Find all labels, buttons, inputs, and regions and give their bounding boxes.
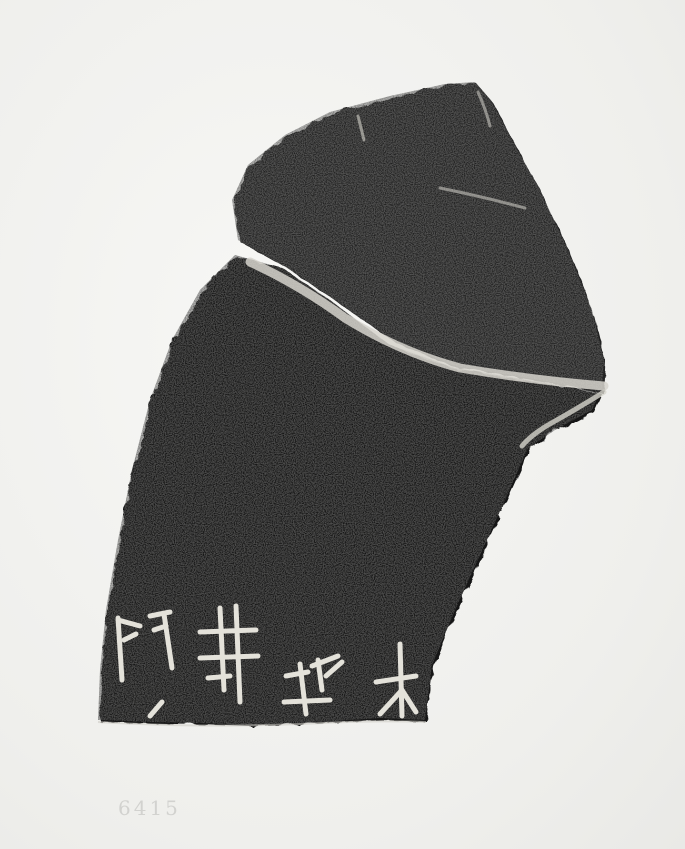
catalog-number: 6415 (118, 796, 181, 820)
